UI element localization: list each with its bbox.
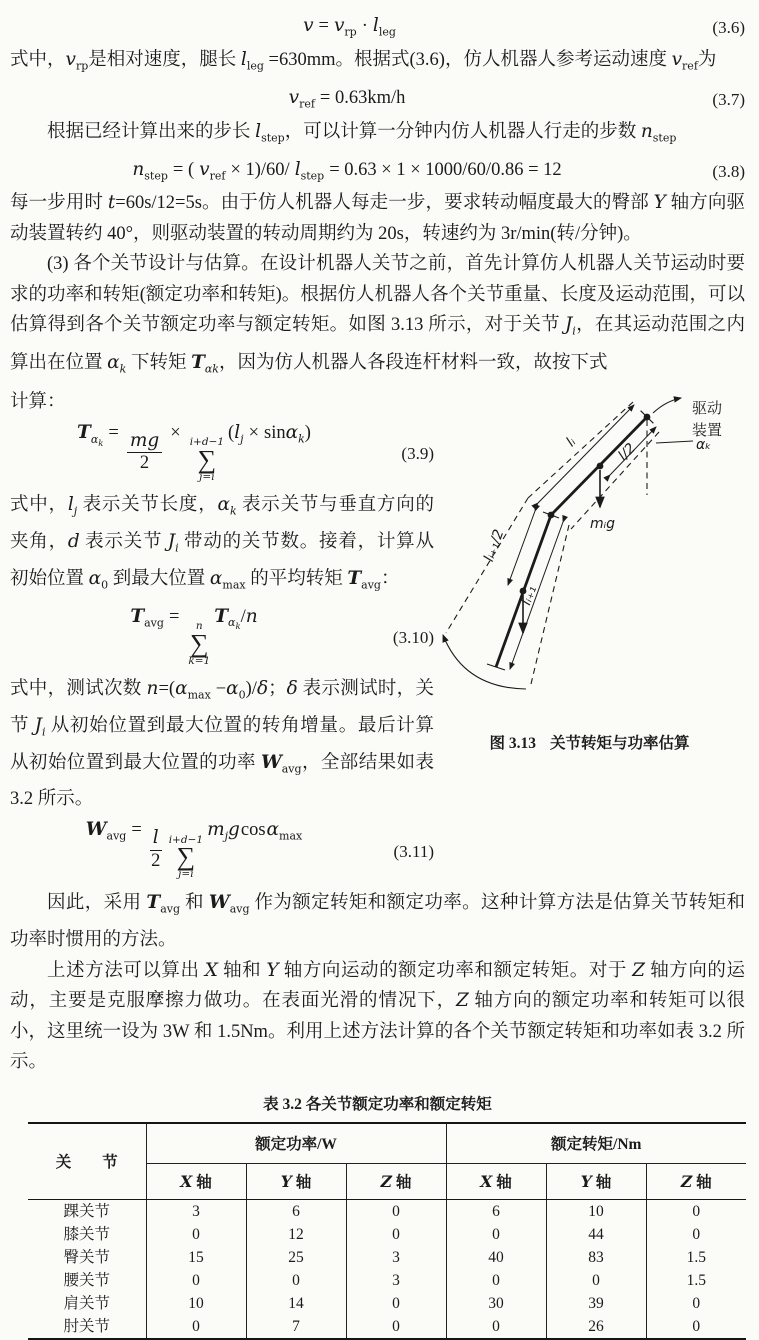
paragraph-xyz-axes: 上述方法可以算出 X 轴和 Y 轴方向运动的额定功率和额定转矩。对于 Z 轴方向的运动，主要是克服摩擦力做功。在表面光滑的情况下，Z 轴方向的额定功率和转矩可以很小，这里统一设为 3W 和 1.5Nm。利用上述方法计算的各个关节额定转矩和功率如表 3.2 所示。: [10, 959, 745, 1073]
cell: 39: [546, 1292, 646, 1315]
equation-3-10: $T_{avg}$ = n ∑ k=1 $T_{\alpha_k}/n$ (3.10): [130, 605, 434, 667]
alpha-k-label: αₖ: [696, 436, 712, 453]
cell: 6: [246, 1199, 346, 1223]
drive-device-label-line2: 装置: [692, 422, 723, 439]
li1-label: lᵢ₊₁: [518, 583, 541, 608]
equation-3-6: $v = v_{rp} \cdot l_{leg}$ (3.6): [303, 15, 745, 39]
equation-number: (3.9): [401, 444, 434, 464]
cell: 0: [546, 1269, 646, 1292]
equation-number: (3.6): [712, 17, 745, 37]
joint-name: 臀关节: [63, 1248, 110, 1266]
cell: 12: [246, 1223, 346, 1246]
cell: 1.5: [646, 1246, 746, 1269]
equation-number: (3.10): [392, 627, 434, 647]
two-column-section: [10, 387, 745, 888]
table-row-shoulder: [28, 1292, 746, 1315]
table-row-knee: [28, 1223, 746, 1246]
cell: 0: [146, 1269, 246, 1292]
col-header-axis: Y 轴: [546, 1163, 646, 1199]
cell: 14: [246, 1292, 346, 1315]
joint-name: 踝关节: [63, 1202, 110, 1220]
summation: i+d−1 ∑ j=i: [189, 436, 225, 483]
drive-arrow: [653, 398, 681, 413]
paragraph-step-count: 根据已经计算出来的步长 $l_{step}$，可以计算一分钟内仿人机器人行走的步数 $n_{step}$: [47, 120, 677, 145]
cell: 0: [346, 1315, 446, 1339]
figure-3-13: [434, 387, 745, 888]
cell: 0: [246, 1269, 346, 1292]
table-header-groups: [28, 1123, 746, 1164]
cell: 83: [546, 1246, 646, 1269]
equation-number: (3.8): [712, 161, 745, 181]
cell: 0: [346, 1223, 446, 1246]
cell: 6: [446, 1199, 546, 1223]
table-row-elbow: [28, 1315, 746, 1339]
left-column: [10, 387, 434, 888]
joint-name: 膝关节: [63, 1225, 110, 1243]
cell: 15: [146, 1246, 246, 1269]
paragraph-eq36-note: 式中，$v_{rp}$是相对速度，腿长 $l_{leg} =630mm$。根据式(3.6)，仿人机器人参考运动速度 $v_{ref}$为: [10, 48, 717, 73]
joint-name: 腰关节: [63, 1271, 110, 1289]
joint-name: 肘关节: [63, 1317, 110, 1335]
summation: i+d−1 ∑ j=i: [168, 833, 204, 881]
cell: 0: [646, 1223, 746, 1246]
cell: 0: [146, 1223, 246, 1246]
cell: 0: [646, 1315, 746, 1339]
figure-caption: 图 3.13 关节转矩与功率估算: [489, 734, 690, 752]
col-header-axis: Y 轴: [246, 1163, 346, 1199]
paragraph-eq310-note: 式中，测试次数 $n=(\alpha_{max} -\alpha_0)/\delta$；δ 表示测试时，关节 $J_i$ 从初始位置到最大位置的转角增量。最后计算从初始位置到最大位置的功率 $W_{avg}$，全部结果如表 3.2 所示。: [10, 678, 434, 810]
table-row-hip: [28, 1246, 746, 1269]
mg-label: mᵢg: [590, 515, 616, 532]
col-header-torque: 额定转矩/Nm: [446, 1123, 746, 1164]
col-header-axis: Z 轴: [646, 1163, 746, 1199]
cell: 10: [146, 1292, 246, 1315]
cell: 0: [446, 1315, 546, 1339]
paragraph-step-time: 每一步用时 t=60s/12=5s。由于仿人机器人每走一步，要求转动幅度最大的臀部 Y 轴方向驱动装置转约 40°，则驱动装置的转动周期约为 20s，转速约为 3r/min(转/分钟)。: [10, 192, 745, 244]
cell: 0: [646, 1199, 746, 1223]
cell: 25: [246, 1246, 346, 1269]
table-3-2: [28, 1122, 746, 1340]
cell: 0: [446, 1223, 546, 1246]
cell: 30: [446, 1292, 546, 1315]
li1-half-label: lᵢ₊₁/2: [481, 527, 508, 564]
equation-3-11: $W_{avg}$ = $\frac{l}{2}$ i+d−1 ∑ j=i $m_jgcos\alpha_{max}$ (3.11): [85, 819, 434, 881]
paragraph-joint-design: (3) 各个关节设计与估算。在设计机器人关节之前，首先计算仿人机器人关节运动时要求的功率和转矩(额定功率和转矩)。根据仿人机器人各个关节重量、长度及运动范围，可以估算得到各个关节额定功率与额定转矩。如图 3.13 所示，对于关节 $J_i$，在其运动范围之内算出在位置 $\alpha_k$ 下转矩 $T_{\alpha k}$，因为仿人机器人各段连杆材料一致，故按下式: [10, 254, 745, 376]
cell: 0: [646, 1292, 746, 1315]
cell: 0: [346, 1292, 446, 1315]
calc-label: 计算：: [10, 391, 66, 412]
cell: 3: [346, 1246, 446, 1269]
joint-torque-diagram: [434, 387, 745, 723]
paragraph-conclusion: 因此，采用 $T_{avg}$ 和 $W_{avg}$ 作为额定转矩和额定功率。这种计算方法是估算关节转矩和功率时惯用的方法。: [10, 891, 745, 951]
equation-number: (3.7): [712, 89, 745, 109]
equation-3-9: $T_{\alpha_k}=$ $\frac{mg}{2}$ × i+d−1 ∑ j=i $(l_j \times \sin\alpha_k)$ (3.9): [77, 421, 434, 483]
col-header-axis: X 轴: [446, 1163, 546, 1199]
col-header-axis: X 轴: [146, 1163, 246, 1199]
joint-dots: [520, 413, 651, 594]
table-title: 表 3.2 各关节额定功率和额定转矩: [263, 1095, 492, 1113]
cell: 26: [546, 1315, 646, 1339]
l-half-label: l/2: [615, 440, 640, 464]
cell: 44: [546, 1223, 646, 1246]
li-label: lᵢ: [563, 434, 580, 450]
equation-number: (3.11): [393, 841, 434, 861]
cell: 0: [446, 1269, 546, 1292]
swing-arc-arrow: [443, 635, 526, 689]
dashed-outline-lower-right: [531, 525, 569, 684]
cell: 3: [346, 1269, 446, 1292]
equation-3-8: $n_{step}$ = ( $v_{ref} \times 1)/60/$ $l_{step} = 0.63 \times 1 \times 1000/60/0.86 = 12$ (3.8): [132, 158, 745, 183]
drive-device-label-line1: 驱动: [692, 400, 723, 417]
col-header-axis: Z 轴: [346, 1163, 446, 1199]
col-header-joint: 关 节: [28, 1123, 146, 1200]
col-header-power: 额定功率/W: [146, 1123, 446, 1164]
cell: 0: [346, 1199, 446, 1223]
table-row-waist: [28, 1269, 746, 1292]
cell: 7: [246, 1315, 346, 1339]
cell: 1.5: [646, 1269, 746, 1292]
summation: n ∑ k=1: [188, 619, 211, 667]
paragraph-eq39-note: 式中，$l_j$ 表示关节长度，$\alpha_k$ 表示关节与垂直方向的夹角，d 表示关节 $J_i$ 带动的关节数。接着，计算从初始位置 $\alpha_0$ 到最大位置 $\alpha_{max}$ 的平均转矩 $T_{avg}$：: [10, 494, 434, 592]
cell: 0: [146, 1315, 246, 1339]
table-row-ankle: [28, 1199, 746, 1223]
cell: 3: [146, 1199, 246, 1223]
alpha-leader-line: [656, 441, 693, 443]
joint-name: 肩关节: [63, 1294, 110, 1312]
cell: 40: [446, 1246, 546, 1269]
cell: 10: [546, 1199, 646, 1223]
equation-3-7: $v_{ref} = 0.63km/h$ (3.7): [288, 86, 745, 111]
